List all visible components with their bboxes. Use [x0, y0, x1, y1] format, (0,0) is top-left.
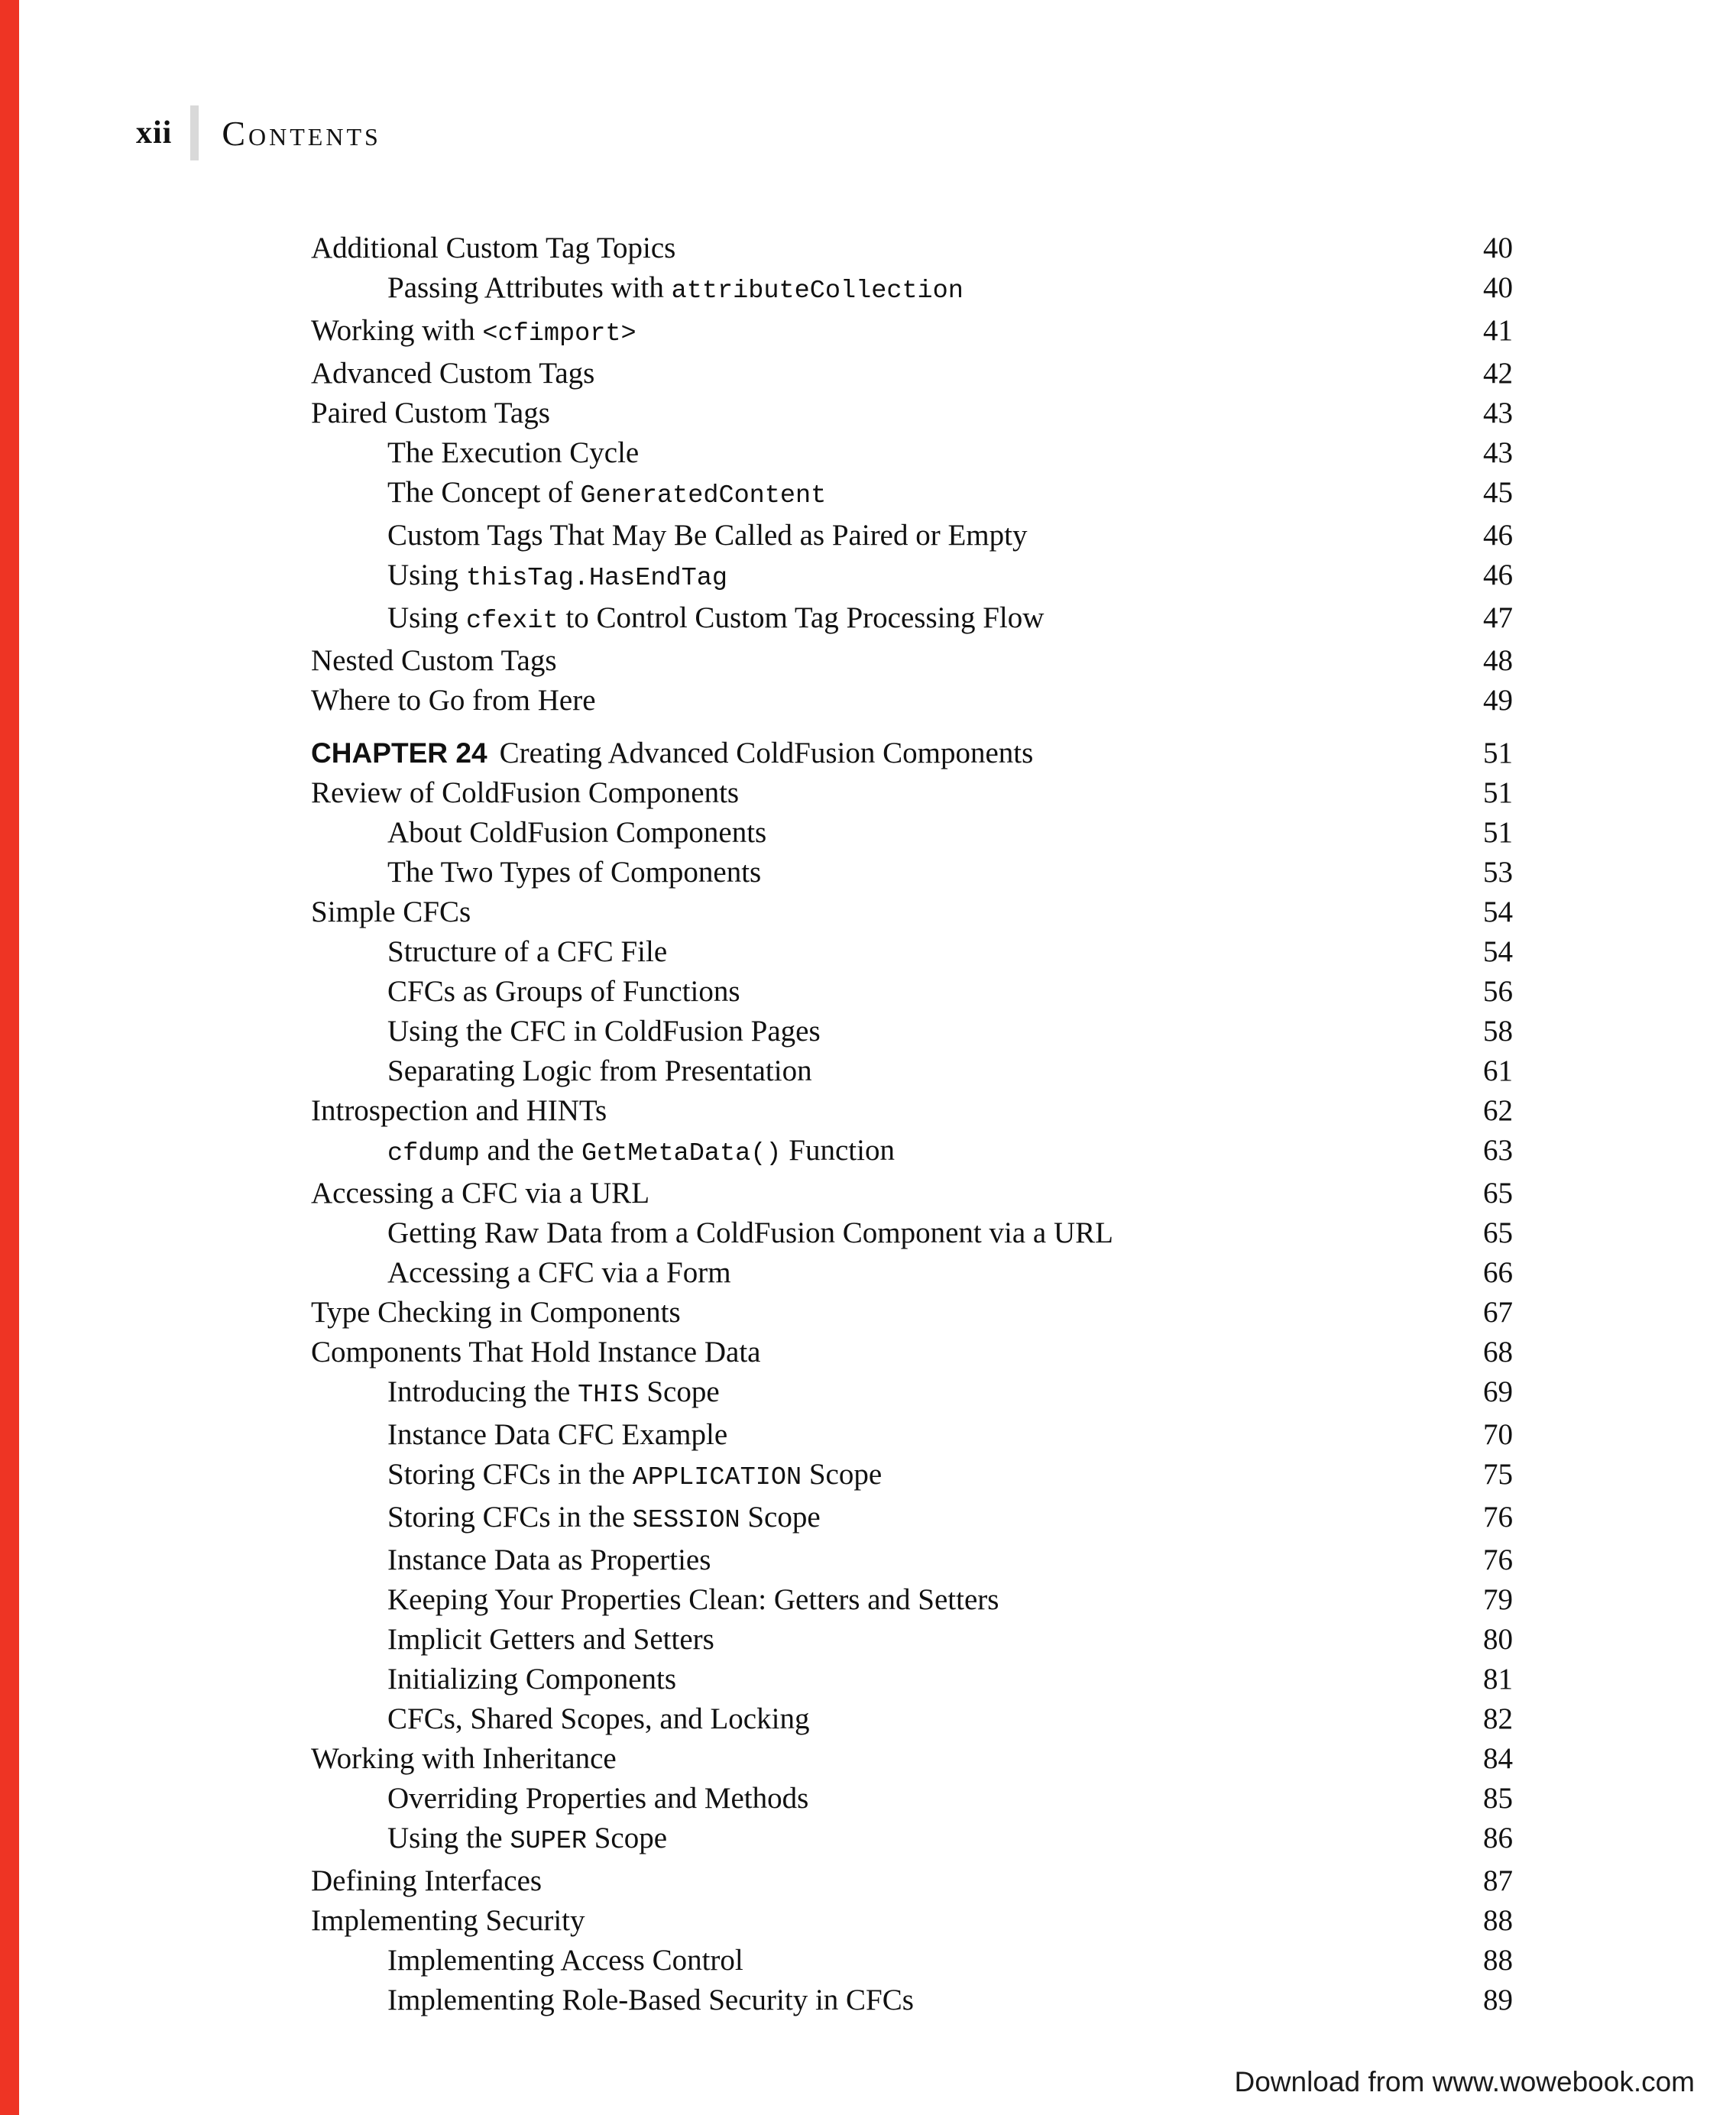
toc-entry-page-number: 69 [1483, 1375, 1513, 1408]
page-number-folio: xii [136, 115, 173, 151]
running-title: Contents [222, 113, 381, 153]
title-text: Scope [740, 1501, 821, 1534]
inline-code: cfdump [387, 1139, 480, 1168]
toc-entry [311, 892, 1513, 932]
title-text: Using [387, 559, 466, 591]
toc-entry-page-number: 66 [1483, 1256, 1513, 1289]
toc-entry-page-number: 87 [1483, 1864, 1513, 1897]
toc-entry-title [387, 1012, 821, 1051]
toc-entry [311, 1051, 1513, 1091]
toc-entry [311, 1739, 1513, 1779]
toc-entry-title [387, 555, 727, 598]
toc-entry-title [387, 972, 740, 1012]
toc-entry-page-number: 65 [1483, 1177, 1513, 1210]
toc-entry-title [387, 1415, 727, 1455]
inline-code: attributeCollection [671, 277, 964, 306]
title-text: Scope [639, 1375, 720, 1408]
toc-entry [311, 1131, 1513, 1174]
toc-entry-title [387, 1620, 714, 1660]
toc-entry [311, 1415, 1513, 1455]
toc-entry-title [311, 1333, 761, 1372]
inline-code: GetMetaData() [581, 1139, 782, 1168]
toc-entry-page-number: 41 [1483, 314, 1513, 347]
toc-entry-title [387, 1498, 821, 1540]
toc-entry-title [311, 733, 1033, 773]
title-text: Function [781, 1134, 895, 1167]
toc-entry-page-number: 45 [1483, 476, 1513, 509]
toc-entry [311, 555, 1513, 598]
toc-entry-title [387, 1660, 676, 1699]
toc-entry-page-number: 43 [1483, 397, 1513, 429]
toc-entry-title [311, 1861, 542, 1901]
toc-entry-page-number: 51 [1483, 776, 1513, 809]
toc-entry-title [387, 1779, 808, 1819]
toc-entry-page-number: 88 [1483, 1944, 1513, 1977]
toc-entry-page-number: 75 [1483, 1458, 1513, 1491]
toc-entry-title [387, 1819, 667, 1861]
title-text: Structure of a CFC File [387, 935, 668, 968]
title-text: The Two Types of Components [387, 856, 762, 889]
toc-entry [311, 1293, 1513, 1333]
toc-entry-title [387, 473, 826, 516]
toc-entry-title [387, 1699, 809, 1739]
title-text: Using the CFC in ColdFusion Pages [387, 1015, 821, 1048]
title-text: Using the [387, 1822, 510, 1854]
toc-entry-title [387, 1131, 895, 1174]
toc-entry [311, 433, 1513, 473]
title-text: Using [387, 601, 466, 634]
toc-entry-page-number: 42 [1483, 357, 1513, 390]
title-text: Introducing the [387, 1375, 578, 1408]
title-text: Implementing Security [311, 1904, 585, 1937]
title-text: Instance Data as Properties [387, 1543, 711, 1576]
inline-code: cfexit [465, 607, 559, 636]
title-text: CFCs, Shared Scopes, and Locking [387, 1702, 810, 1735]
page-header [136, 105, 381, 160]
toc-entry [311, 1620, 1513, 1660]
toc-entry-page-number: 56 [1483, 975, 1513, 1008]
toc-entry-page-number: 63 [1483, 1134, 1513, 1167]
title-text: Implementing Access Control [387, 1944, 743, 1977]
toc-entry-page-number: 46 [1483, 519, 1513, 552]
toc-entry-page-number: 84 [1483, 1742, 1513, 1775]
toc-entry-title [311, 1739, 617, 1779]
title-text: Implementing Role-Based Security in CFCs [387, 1984, 914, 2016]
chapter-label: CHAPTER 24 [311, 737, 487, 769]
title-text: Introspection and HINTs [311, 1094, 607, 1127]
toc-entry-title [387, 1253, 731, 1293]
toc-entry-title [387, 1455, 882, 1498]
toc-entry-title [311, 773, 739, 813]
toc-entry [311, 733, 1513, 773]
title-text: Accessing a CFC via a URL [311, 1177, 650, 1210]
toc-entry [311, 1253, 1513, 1293]
inline-code: SUPER [510, 1827, 587, 1856]
toc-entry-title [311, 1174, 649, 1213]
toc-entry-page-number: 89 [1483, 1984, 1513, 2016]
header-divider [190, 105, 199, 160]
title-text: and the [479, 1134, 581, 1167]
toc-entry-page-number: 53 [1483, 856, 1513, 889]
toc-entry-title [387, 268, 964, 311]
toc-entry-page-number: 82 [1483, 1702, 1513, 1735]
left-accent-bar [0, 0, 19, 2115]
title-text: Instance Data CFC Example [387, 1418, 728, 1451]
toc-entry [311, 641, 1513, 681]
toc-entry-page-number: 85 [1483, 1782, 1513, 1815]
toc-entry-page-number: 47 [1483, 601, 1513, 634]
toc-entry [311, 853, 1513, 892]
inline-code: thisTag.HasEndTag [465, 564, 728, 593]
toc-entry [311, 1213, 1513, 1253]
toc-entry [311, 773, 1513, 813]
toc-entry-title [387, 1540, 711, 1580]
toc-entry [311, 1498, 1513, 1540]
toc-entry-page-number: 88 [1483, 1904, 1513, 1937]
toc-entry-title [387, 813, 766, 853]
toc-entry [311, 972, 1513, 1012]
inline-code: THIS [578, 1381, 640, 1410]
title-text: Additional Custom Tag Topics [311, 232, 676, 264]
title-text: Simple CFCs [311, 896, 471, 928]
toc-entry-page-number: 48 [1483, 644, 1513, 677]
toc-entry-title [387, 1981, 914, 2020]
title-text: Custom Tags That May Be Called as Paired or Empty [387, 519, 1028, 552]
toc-entry-title [311, 1091, 607, 1131]
toc-entry-page-number: 81 [1483, 1663, 1513, 1696]
toc-entry [311, 813, 1513, 853]
toc-entry [311, 1091, 1513, 1131]
toc-entry-page-number: 49 [1483, 684, 1513, 717]
toc-entry-page-number: 54 [1483, 935, 1513, 968]
toc-entry-title [387, 1941, 743, 1981]
toc-entry [311, 1941, 1513, 1981]
table-of-contents [311, 228, 1513, 2020]
toc-entry [311, 681, 1513, 721]
toc-entry [311, 473, 1513, 516]
toc-entry-title [387, 1213, 1113, 1253]
title-text: The Concept of [387, 476, 581, 509]
title-text: Working with Inheritance [311, 1742, 617, 1775]
title-text: Initializing Components [387, 1663, 677, 1696]
toc-entry [311, 1012, 1513, 1051]
title-text: Defining Interfaces [311, 1864, 542, 1897]
toc-entry-page-number: 76 [1483, 1501, 1513, 1534]
title-text: Advanced Custom Tags [311, 357, 595, 390]
toc-entry-title [311, 892, 471, 932]
toc-entry [311, 598, 1513, 641]
toc-entry-page-number: 79 [1483, 1583, 1513, 1616]
toc-entry [311, 1861, 1513, 1901]
title-text: Components That Hold Instance Data [311, 1336, 761, 1368]
toc-entry-title [311, 1901, 585, 1941]
toc-entry-page-number: 80 [1483, 1623, 1513, 1656]
toc-entry [311, 1174, 1513, 1213]
toc-entry-title [311, 354, 594, 394]
toc-entry-title [387, 433, 639, 473]
title-text: Paired Custom Tags [311, 397, 550, 429]
title-text: Accessing a CFC via a Form [387, 1256, 731, 1289]
toc-entry-title [387, 1580, 999, 1620]
toc-entry-page-number: 51 [1483, 737, 1513, 769]
title-text: About ColdFusion Components [387, 816, 767, 849]
toc-entry [311, 1901, 1513, 1941]
toc-entry-page-number: 54 [1483, 896, 1513, 928]
title-text: Scope [586, 1822, 668, 1854]
title-text: CFCs as Groups of Functions [387, 975, 740, 1008]
toc-entry-page-number: 62 [1483, 1094, 1513, 1127]
toc-entry [311, 1333, 1513, 1372]
title-text: Keeping Your Properties Clean: Getters and Setters [387, 1583, 999, 1616]
title-text: Storing CFCs in the [387, 1501, 633, 1534]
toc-entry-page-number: 61 [1483, 1054, 1513, 1087]
toc-entry [311, 932, 1513, 972]
title-text: to Control Custom Tag Processing Flow [558, 601, 1045, 634]
toc-entry-title [311, 394, 550, 433]
title-text: The Execution Cycle [387, 436, 640, 469]
toc-entry-title [387, 932, 667, 972]
toc-entry-page-number: 46 [1483, 559, 1513, 591]
toc-entry-page-number: 43 [1483, 436, 1513, 469]
title-text: Scope [802, 1458, 883, 1491]
toc-entry [311, 354, 1513, 394]
title-text: Implicit Getters and Setters [387, 1623, 714, 1656]
toc-entry-page-number: 58 [1483, 1015, 1513, 1048]
toc-entry [311, 268, 1513, 311]
title-text: Getting Raw Data from a ColdFusion Component via a URL [387, 1216, 1113, 1249]
toc-entry-title [311, 641, 557, 681]
title-text: Review of ColdFusion Components [311, 776, 740, 809]
watermark-text: Download from www.wowebook.com [1234, 2066, 1695, 2097]
title-text: Working with [311, 314, 483, 347]
toc-entry [311, 228, 1513, 268]
toc-entry-page-number: 70 [1483, 1418, 1513, 1451]
toc-entry [311, 1699, 1513, 1739]
toc-entry [311, 1660, 1513, 1699]
toc-entry-page-number: 68 [1483, 1336, 1513, 1368]
inline-code: <cfimport> [482, 319, 636, 348]
toc-entry-title [387, 853, 761, 892]
toc-entry-page-number: 40 [1483, 271, 1513, 304]
toc-entry-page-number: 40 [1483, 232, 1513, 264]
toc-entry [311, 311, 1513, 354]
toc-entry-page-number: 51 [1483, 816, 1513, 849]
toc-entry [311, 1779, 1513, 1819]
toc-entry-title [387, 516, 1027, 555]
title-text: Storing CFCs in the [387, 1458, 633, 1491]
toc-entry-title [311, 311, 636, 354]
inline-code: APPLICATION [632, 1463, 802, 1492]
inline-code: GeneratedContent [580, 481, 827, 510]
toc-entry [311, 516, 1513, 555]
toc-entry-title [311, 681, 596, 721]
toc-entry [311, 394, 1513, 433]
title-text: Overriding Properties and Methods [387, 1782, 809, 1815]
toc-entry-title [387, 1372, 720, 1415]
title-text: Passing Attributes with [387, 271, 672, 304]
toc-entry-page-number: 86 [1483, 1822, 1513, 1854]
toc-entry-page-number: 65 [1483, 1216, 1513, 1249]
toc-entry [311, 1580, 1513, 1620]
title-text: Nested Custom Tags [311, 644, 557, 677]
title-text: Separating Logic from Presentation [387, 1054, 812, 1087]
toc-entry-title [311, 1293, 681, 1333]
toc-entry [311, 1455, 1513, 1498]
toc-entry-title [311, 228, 675, 268]
title-text: Creating Advanced ColdFusion Components [499, 737, 1034, 769]
toc-entry [311, 1819, 1513, 1861]
toc-entry-page-number: 76 [1483, 1543, 1513, 1576]
title-text: Where to Go from Here [311, 684, 596, 717]
title-text: Type Checking in Components [311, 1296, 681, 1329]
toc-entry [311, 1981, 1513, 2020]
inline-code: SESSION [632, 1506, 740, 1535]
toc-entry [311, 1540, 1513, 1580]
toc-entry-title [387, 598, 1044, 641]
toc-entry [311, 1372, 1513, 1415]
toc-entry-page-number: 67 [1483, 1296, 1513, 1329]
toc-entry-title [387, 1051, 812, 1091]
